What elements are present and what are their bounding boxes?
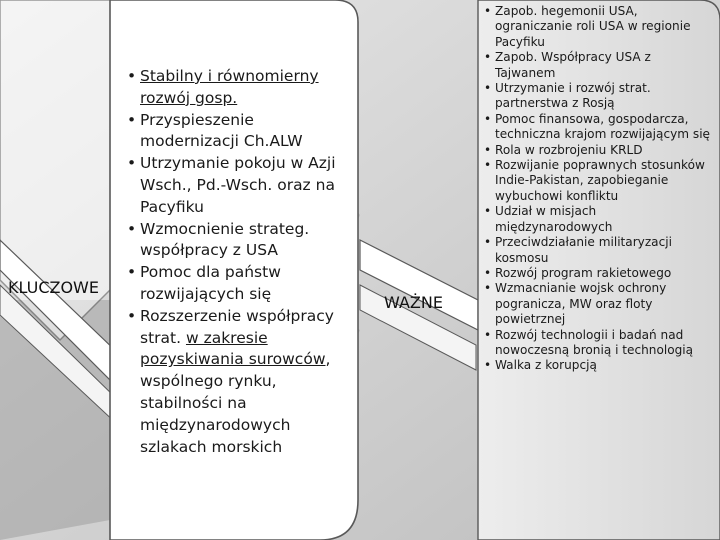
right-item: • Przeciwdziałanie militaryzacji kosmosu [484, 235, 672, 265]
bullet-icon: • [484, 111, 492, 126]
bullet-icon: • [484, 4, 492, 18]
middle-item: • Rozszerzenie współpracy strat. w zakresie pozyskiwania surowców, wspólnego rynku, stabilności na międzynarodowych szlakach morskich [127, 306, 334, 456]
right-item: • Rozwój technologii i badań nad nowoczesną bronią i technologią [484, 327, 694, 357]
bullet-icon: • [484, 81, 492, 96]
right-item: • Rozwijanie poprawnych stosunków Indie-Pakistan, zapobieganie wybuchowi konfliktu [484, 158, 705, 203]
bullet-icon: • [127, 263, 137, 282]
right-item: • Zapob. Współpracy USA z Tajwanem [484, 50, 651, 80]
middle-item: • Przyspieszenie modernizacji Ch.ALW [127, 110, 303, 151]
right-item: • Udział w misjach międzynarodowych [484, 204, 613, 234]
right-bullet-list [481, 4, 713, 374]
middle-item: • Stabilny i równomierny rozwój gosp. [127, 67, 319, 107]
right-item: • Wzmacnianie wojsk ochrony pogranicza, MW oraz floty powietrznej [484, 281, 667, 327]
bullet-icon: • [127, 306, 137, 325]
right-item: • Rozwój program rakietowego [484, 265, 672, 280]
right-item: • Utrzymanie i rozwój strat. partnerstwa z Rosją [484, 81, 651, 111]
bullet-icon: • [484, 50, 492, 65]
bullet-icon: • [127, 154, 137, 173]
bullet-icon: • [484, 158, 492, 173]
right-item: • Pomoc finansowa, gospodarcza, techniczna krajom rozwijającym się [484, 111, 710, 142]
bullet-icon: • [127, 110, 137, 129]
right-item: • Walka z korupcją [484, 358, 597, 373]
bullet-icon: • [484, 265, 492, 280]
middle-bullet-list [124, 66, 344, 458]
middle-item: • Pomoc dla państw rozwijających się [127, 263, 281, 303]
label-wazne: WAŻNE [384, 293, 443, 312]
bullet-icon: • [127, 67, 137, 85]
right-item: • Rola w rozbrojeniu KRLD [484, 142, 643, 157]
middle-item: • Utrzymanie pokoju w Azji Wsch., Pd.-Wsch. oraz na Pacyfiku [127, 154, 336, 216]
label-kluczowe: KLUCZOWE [8, 278, 99, 297]
bullet-icon: • [484, 327, 492, 342]
bullet-icon: • [484, 204, 492, 219]
bullet-icon: • [127, 219, 137, 238]
bullet-icon: • [484, 142, 492, 157]
bullet-icon: • [484, 281, 492, 296]
bullet-icon: • [484, 235, 492, 250]
middle-item: • Wzmocnienie strateg. współpracy z USA [127, 219, 310, 260]
right-item: • Zapob. hegemonii USA, ograniczanie roli USA w regionie Pacyfiku [484, 4, 691, 49]
bullet-icon: • [484, 358, 492, 373]
